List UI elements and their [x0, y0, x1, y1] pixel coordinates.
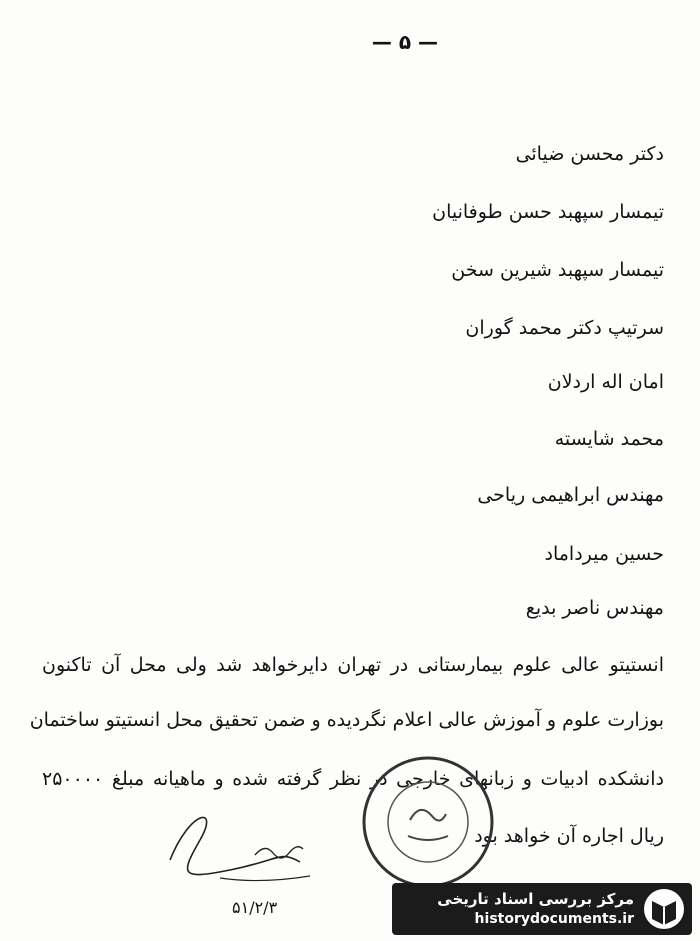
name-line: سرتیپ دکتر محمد گوران	[465, 317, 664, 339]
name-line: امان اله اردلان	[547, 371, 664, 393]
book-logo-icon	[642, 887, 686, 931]
name-line: دکتر محسن ضیائی	[515, 143, 664, 165]
watermark-title: مرکز بررسی اسناد تاریخی	[437, 890, 634, 908]
watermark-url: historydocuments.ir	[474, 911, 634, 927]
paragraph-line: دانشکده ادبیات و زبانهای خارجی در نظر گرفته شده و ماهیانه مبلغ ۲۵۰۰۰۰	[42, 768, 664, 790]
paragraph-line: ریال اجاره آن خواهد بود	[474, 825, 664, 847]
archive-watermark	[392, 883, 692, 935]
page-number: — ۵ —	[371, 30, 439, 54]
paragraph-line: انستیتو عالی علوم بیمارستانی در تهران دایرخواهد شد ولی محل آن تاکنون	[42, 654, 664, 676]
name-line: مهندس ناصر بدیع	[525, 597, 664, 619]
official-stamp-icon	[358, 752, 498, 892]
paragraph-line: بوزارت علوم و آموزش عالی اعلام نگردیده و ضمن تحقیق محل انستیتو ساختمان	[29, 709, 664, 731]
handwritten-signature-icon	[160, 800, 340, 895]
name-line: حسین میرداماد	[544, 543, 664, 565]
name-line: تیمسار سپهبد حسن طوفانیان	[432, 201, 664, 223]
name-line: تیمسار سپهبد شیرین سخن	[451, 259, 664, 281]
watermark-text	[437, 889, 634, 929]
document-date: ۵۱/۲/۳	[232, 898, 278, 917]
name-line: مهندس ابراهیمی ریاحی	[477, 484, 664, 506]
name-line: محمد شایسته	[554, 428, 664, 450]
